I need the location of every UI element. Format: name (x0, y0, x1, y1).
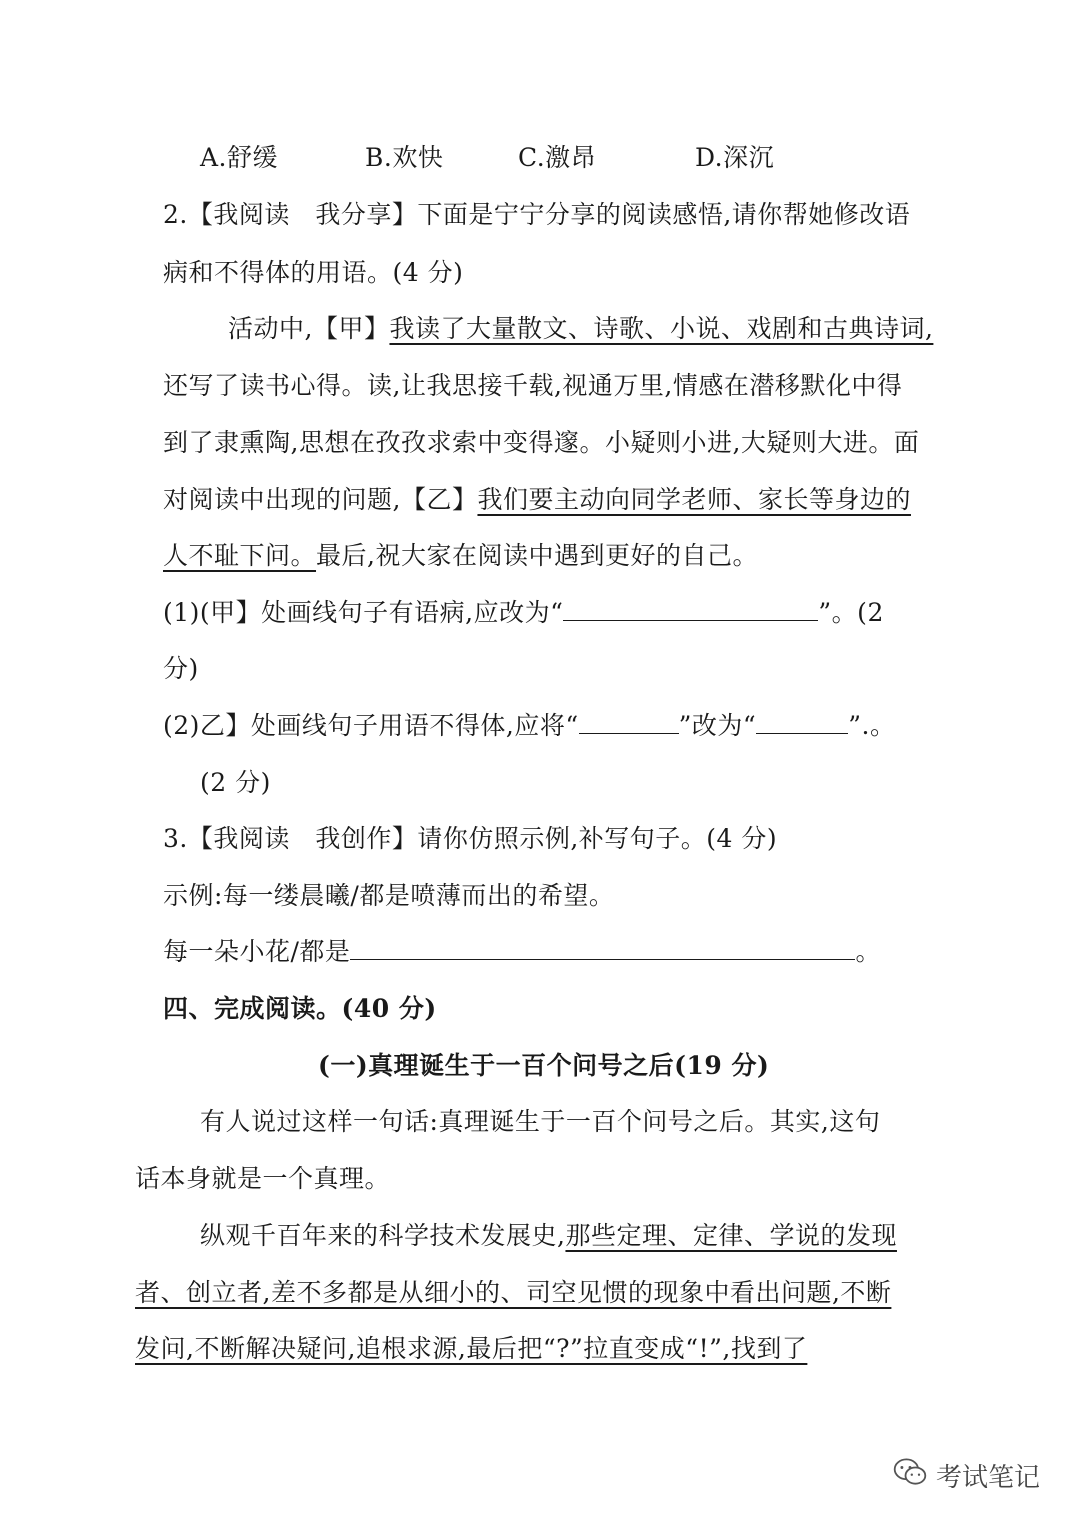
option-b: B.欢快 (365, 143, 444, 172)
q2-passage-line5 (163, 539, 758, 573)
wechat-icon (892, 1454, 928, 1497)
sub2-end: ”.。 (848, 711, 896, 740)
para2-intro: 纵观千百年来的科学技术发展史, (200, 1221, 566, 1250)
underlined-sentence-yi-part1: 我们要主动向同学老师、家长等身边的 (477, 485, 911, 514)
sub2-prompt: (2)乙】处画线句子用语不得体,应将“ (163, 711, 579, 740)
q2-passage-line4 (163, 483, 911, 517)
q3-fill-prompt: 每一朵小花/都是 (163, 937, 351, 966)
watermark-text: 考试笔记 (935, 1462, 1040, 1493)
q2-passage-line2: 还写了读书心得。读,让我思接千载,视通万里,情感在潜移默化中得 (163, 371, 903, 400)
q2-sub2 (163, 709, 895, 743)
q3-example: 示例:每一缕晨曦/都是喷薄而出的希望。 (163, 881, 615, 910)
para2-underlined-part3: 发问,不断解决疑问,追根求源,最后把“?”拉直变成“!”,找到了 (135, 1334, 808, 1363)
q2-passage-line3: 到了隶熏陶,思想在孜孜求索中变得邃。小疑则小进,大疑则大进。面 (163, 428, 920, 457)
q3-stem: 3.【我阅读 我创作】请你仿照示例,补写句子。(4 分) (163, 824, 778, 853)
option-d: D.深沉 (695, 143, 775, 172)
q2-sub2-score: (2 分) (200, 768, 271, 797)
q3-fill-end: 。 (855, 937, 881, 966)
sub1-answer-blank[interactable] (563, 596, 818, 621)
q2-sub1 (163, 596, 884, 630)
underlined-sentence-yi-part2: 人不耻下问。 (163, 541, 317, 570)
options-row (0, 141, 1080, 175)
q2-stem-line1: 2.【我阅读 我分享】下面是宁宁分享的阅读感悟,请你帮她修改语 (163, 200, 911, 229)
q2-passage-line1 (228, 312, 933, 346)
underlined-sentence-jia: 我读了大量散文、诗歌、小说、戏剧和古典诗词, (389, 314, 934, 343)
article-title: (一)真理诞生于一百个问号之后(19 分) (318, 1051, 770, 1080)
q3-fill (163, 935, 881, 969)
article-para2-line1 (200, 1219, 897, 1253)
article-para2-line3 (135, 1332, 807, 1366)
option-a: A.舒缓 (200, 143, 279, 172)
q2-sub1-cont: 分) (163, 654, 199, 683)
sub1-prompt: (1)(甲】处画线句子有语病,应改为“ (163, 598, 564, 627)
sub2-revised-blank[interactable] (756, 709, 848, 734)
para2-underlined-part1: 那些定理、定律、学说的发现 (565, 1221, 897, 1250)
option-c: C.激昂 (518, 143, 597, 172)
para2-underlined-part2: 者、创立者,差不多都是从细小的、司空见惯的现象中看出问题,不断 (135, 1278, 892, 1307)
article-para1-line1: 有人说过这样一句话:真理诞生于一百个问号之后。其实,这句 (200, 1107, 881, 1136)
section-heading: 四、完成阅读。(40 分) (163, 994, 437, 1023)
passage-closing: 最后,祝大家在阅读中遇到更好的自己。 (316, 541, 758, 570)
sub2-mid: ”改为“ (678, 711, 757, 740)
article-para1-line2: 话本身就是一个真理。 (135, 1164, 391, 1193)
q3-answer-blank[interactable] (350, 935, 855, 960)
watermark (892, 1455, 1040, 1495)
sub2-original-blank[interactable] (579, 709, 679, 734)
q2-stem-line2: 病和不得体的用语。(4 分) (163, 258, 464, 287)
passage-marker-yi: 对阅读中出现的问题,【乙】 (163, 485, 478, 514)
sub1-score: ”。(2 (818, 598, 884, 627)
article-para2-line2 (135, 1276, 891, 1310)
passage-marker-jia: 活动中,【甲】 (228, 314, 390, 343)
